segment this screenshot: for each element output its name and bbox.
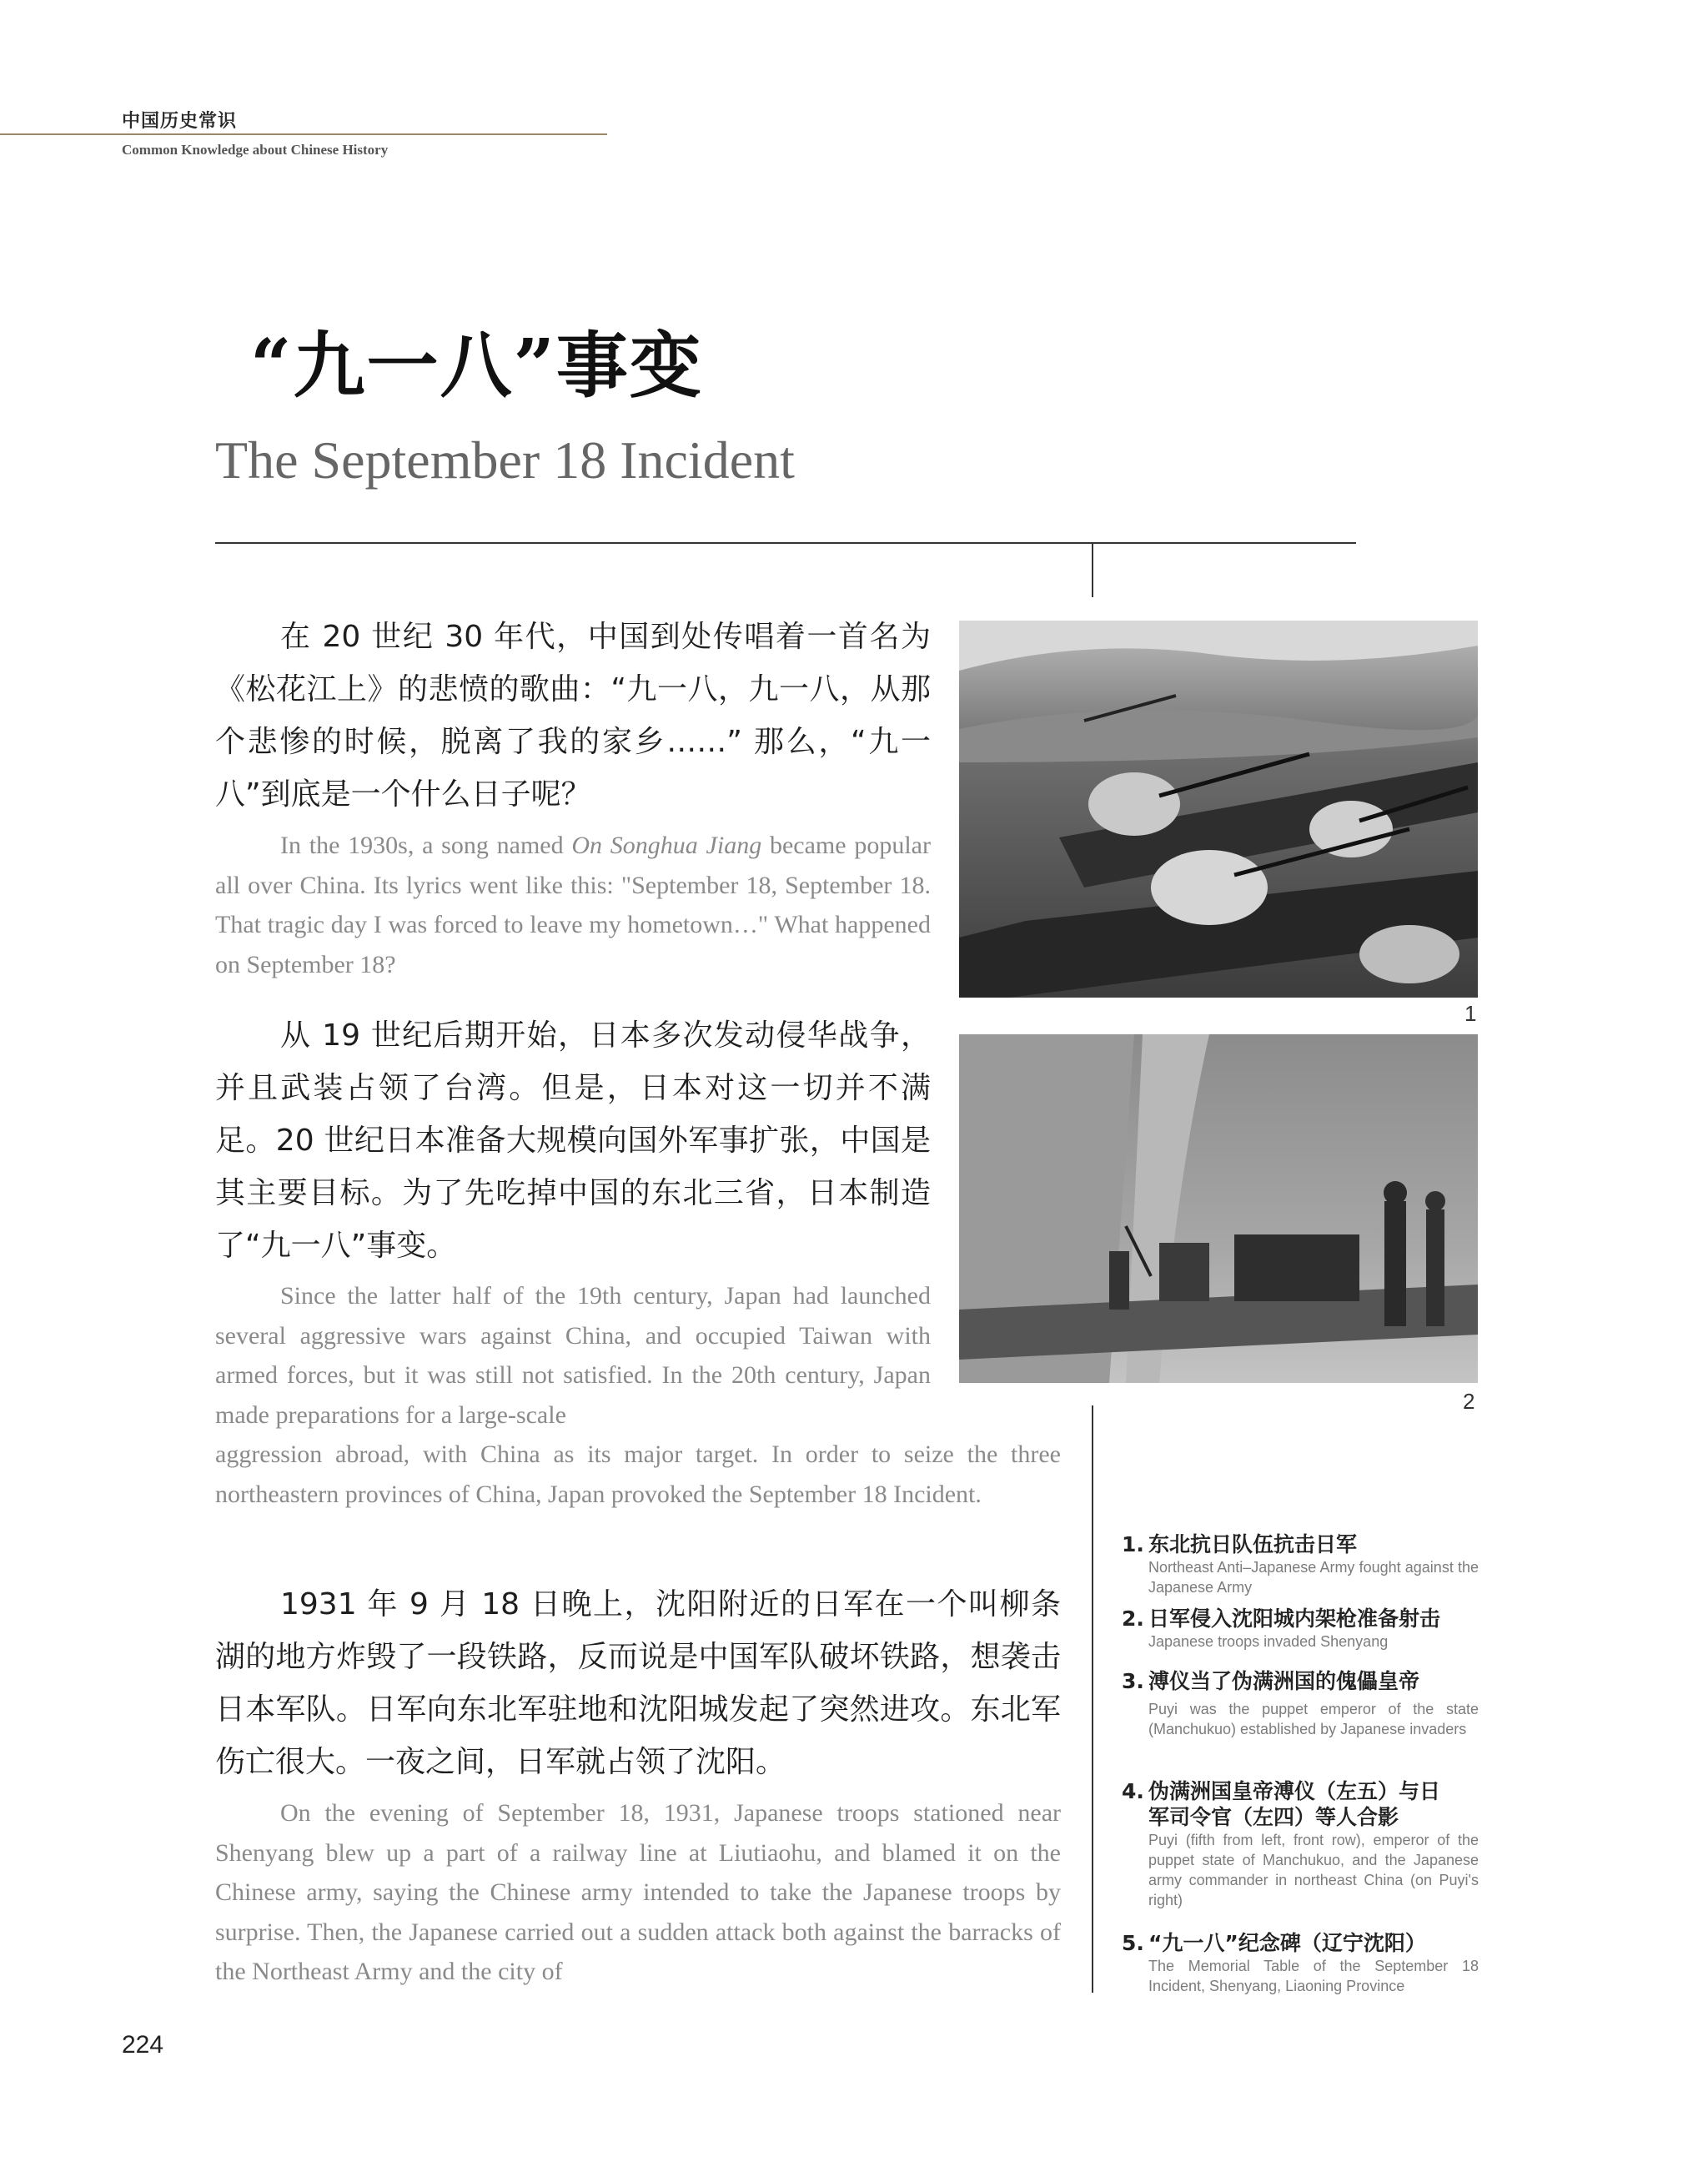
- page-number: 224: [122, 2031, 164, 2059]
- caption-5: 5. “九一八”纪念碑（辽宁沈阳） The Memorial Table of the September 18 Incident, Shenyang, Liaoning Province: [1122, 1931, 1479, 1994]
- page-title-en: The September 18 Incident: [215, 430, 795, 490]
- vertical-rule-top: [1092, 544, 1093, 597]
- figure-number-1: 1: [1464, 1001, 1477, 1026]
- header-rule: [0, 133, 607, 135]
- series-title-en: Common Knowledge about Chinese History: [122, 142, 389, 158]
- caption-2: 2. 日军侵入沈阳城内架枪准备射击 Japanese troops invaded Shenyang: [1122, 1606, 1441, 1650]
- paragraph-3-en: On the evening of September 18, 1931, Japanese troops stationed near Shenyang blew up a part of a railway line at Liutiaohu, and blamed it on the Chinese army, saying the Chinese army intended to take the Japanese troops by surprise. Then, the Japanese carried out a sudden attack both against the barracks of the Northeast Army and the city of: [215, 1799, 1061, 1985]
- paragraph-1-cn: 在 20 世纪 30 年代，中国到处传唱着一首名为《松花江上》的悲愤的歌曲：“九一八，九一八，从那个悲惨的时候，脱离了我的家乡……” 那么，“九一八”到底是一个什么日子呢？: [215, 620, 931, 812]
- vertical-rule-captions: [1092, 1405, 1093, 1993]
- paragraph-2-en-b: aggression abroad, with China as its major target. In order to seize the three northeastern provinces of China, Japan provoked the September 18 Incident.: [215, 1441, 1061, 1508]
- song-title: On Songhua Jiang: [571, 832, 762, 859]
- paragraph-1-en: In the 1930s, a song named On Songhua Jiang became popular all over China. Its lyrics went like this: "September 18, September 18. That tragic day I was forced to leave my hometown…" What happened on September 18?: [215, 832, 931, 978]
- series-title-cn: 中国历史常识: [122, 110, 238, 132]
- paragraph-2-cn: 从 19 世纪后期开始，日本多次发动侵华战争，并且武装占领了台湾。但是，日本对这一切并不满足。20 世纪日本准备大规模向国外军事扩张，中国是其主要目标。为了先吃掉中国的东北三省，日本制造了“九一八”事变。: [215, 1018, 931, 1263]
- caption-3: 3. 溥仪当了伪满洲国的傀儡皇帝 Puyi was the puppet emperor of the state (Manchukuo) established by Japanese invaders: [1122, 1669, 1479, 1737]
- page-title-cn: “九一八”事变: [250, 324, 703, 408]
- photo-soldiers-trench: [959, 621, 1478, 998]
- paragraph-2-en-a: Since the latter half of the 19th century, Japan had launched several aggressive wars against China, and occupied Taiwan with armed forces, but it was still not satisfied. In the 20th century, Japan made preparations for a large-scale: [215, 1282, 931, 1429]
- photo-troops-shenyang: [959, 1034, 1478, 1383]
- caption-4: 4. 伪满洲国皇帝溥仪（左五）与日 军司令官（左四）等人合影 Puyi (fifth from left, front row), emperor of the puppet state of Manchukuo, and the Japanese army commander in northeast China (on Puyi's right): [1122, 1779, 1479, 1908]
- caption-1: 1. 东北抗日队伍抗击日军 Northeast Anti–Japanese Army fought against the Japanese Army: [1122, 1532, 1479, 1596]
- title-rule: [215, 542, 1356, 544]
- paragraph-3-cn: 1931 年 9 月 18 日晚上，沈阳附近的日军在一个叫柳条湖的地方炸毁了一段铁路，反而说是中国军队破坏铁路，想袭击日本军队。日军向东北军驻地和沈阳城发起了突然进攻。东北军伤亡很大。一夜之间，日军就占领了沈阳。: [215, 1587, 1061, 1779]
- figure-number-2: 2: [1463, 1389, 1475, 1414]
